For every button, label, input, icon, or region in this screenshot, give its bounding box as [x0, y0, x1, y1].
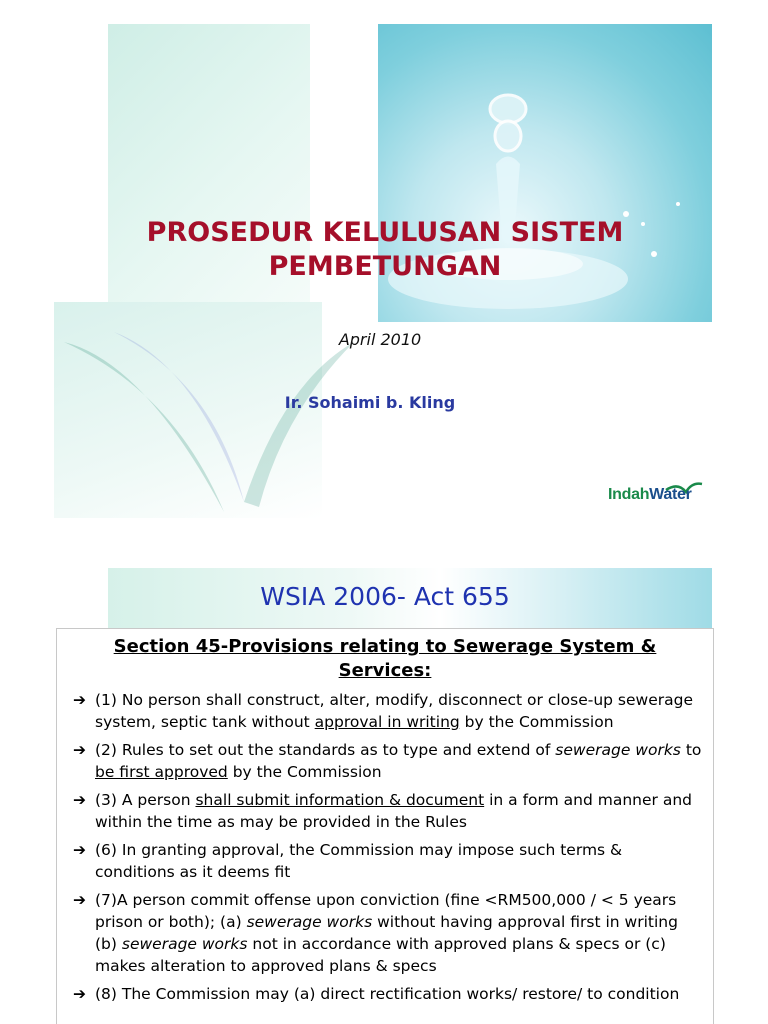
right-arrow-icon: ➔ — [73, 985, 86, 1003]
presenter-name: Ir. Sohaimi b. Kling — [284, 393, 456, 412]
provisions-list — [57, 689, 713, 1005]
list-item: ➔ (6) In granting approval, the Commission may impose such terms & conditions as it deems fit — [73, 841, 623, 881]
list-item: ➔ (1) No person shall construct, alter, modify, disconnect or close-up sewerage system, septic tank without approval in writing by the Commission — [73, 691, 693, 731]
section-heading: Section 45-Provisions relating to Sewerage System & Services: — [113, 636, 657, 681]
right-arrow-icon: ➔ — [73, 741, 86, 759]
content-slide — [0, 558, 768, 1024]
list-item: ➔ (3) A person shall submit information & document in a form and manner and within the time as may be provided in the Rules — [73, 791, 692, 831]
content-box — [56, 628, 714, 1024]
right-arrow-icon: ➔ — [73, 791, 86, 809]
list-item: ➔ (8) The Commission may (a) direct rectification works/ restore/ to condition — [73, 985, 680, 1003]
right-arrow-icon: ➔ — [73, 891, 86, 909]
list-item: ➔ (2) Rules to set out the standards as to type and extend of sewerage works to be first approved by the Commission — [73, 741, 702, 781]
right-arrow-icon: ➔ — [73, 841, 86, 859]
presentation-date: April 2010 — [338, 330, 422, 349]
presentation-title: PROSEDUR KELULUSAN SISTEM PEMBETUNGAN — [146, 217, 624, 282]
logo-text: IndahWater — [608, 486, 692, 503]
list-item: ➔ (7)A person commit offense upon conviction (fine <RM500,000 / < 5 years prison or both); (a) sewerage works without having approval first in writing (b) sewerage works not in accordance with approved plans & specs or (c) makes alteration to approved plans & specs — [73, 891, 678, 975]
right-arrow-icon: ➔ — [73, 691, 86, 709]
indah-water-logo — [608, 480, 718, 510]
slide-title: WSIA 2006- Act 655 — [260, 582, 510, 611]
